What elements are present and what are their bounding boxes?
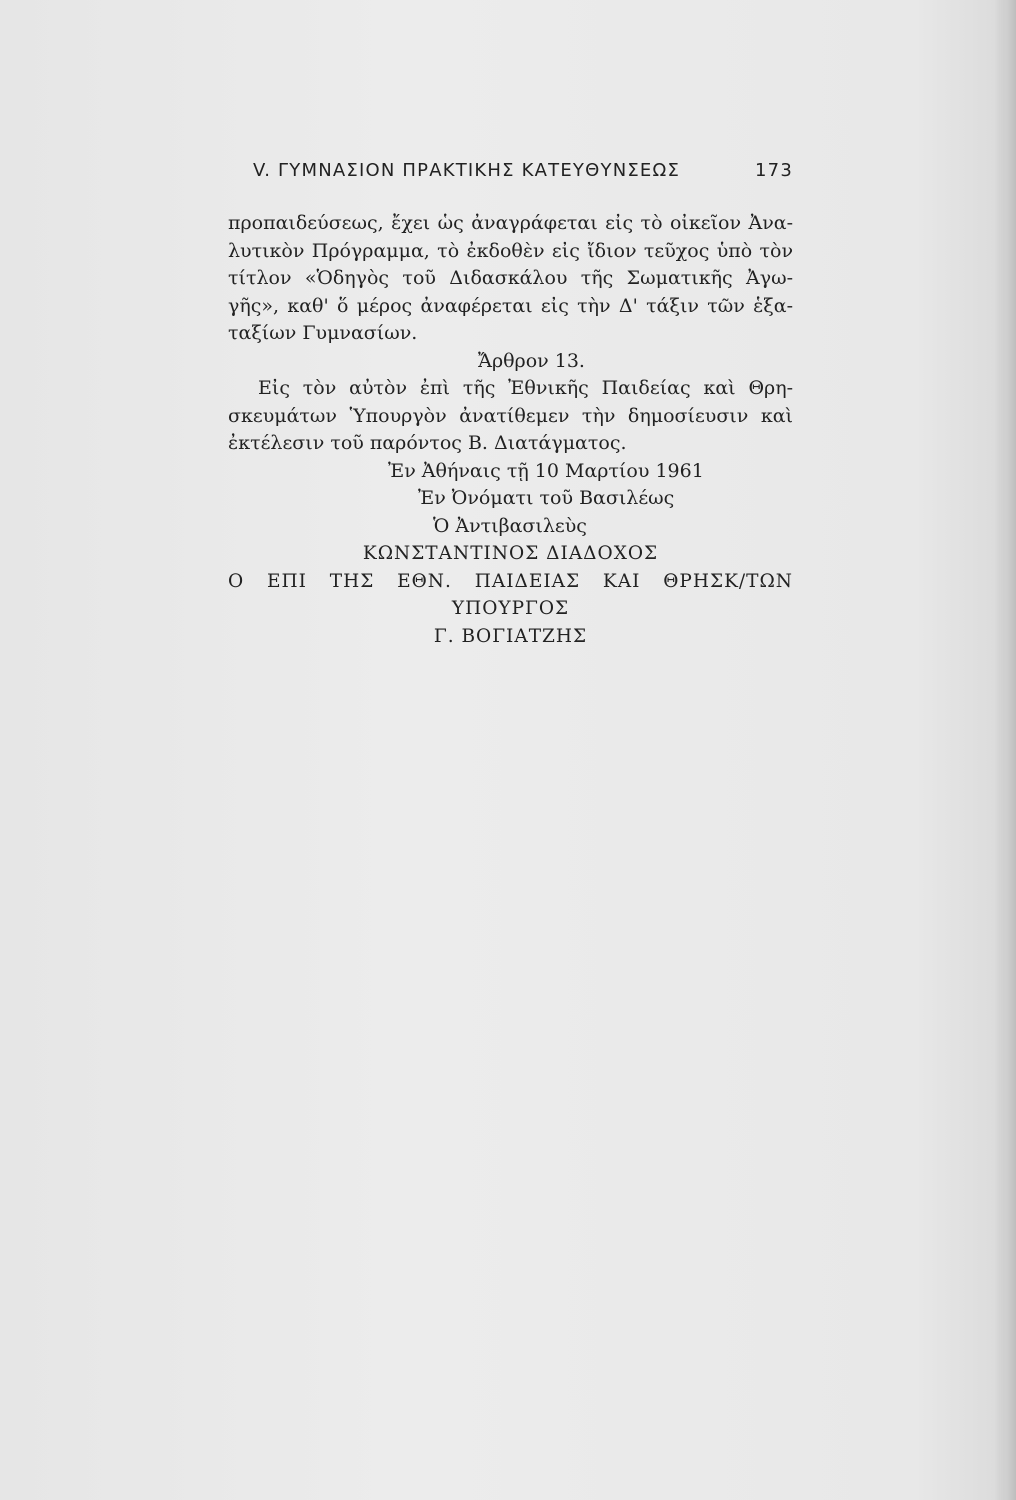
- regent-title: Ὁ Ἀντιβασιλεὺς: [433, 514, 587, 537]
- body-line: ἐκτέλεσιν τοῦ παρόντος Β. Διατάγματος.: [228, 432, 627, 454]
- regent-name: ΚΩΝΣΤΑΝΤΙΝΟΣ ΔΙΑΔΟΧΟΣ: [362, 543, 659, 564]
- minister-name: Γ. ΒΟΓΙΑΤΖΗΣ: [433, 625, 588, 647]
- page-edge-shadow: [994, 0, 1016, 1500]
- body-line: ταξίων Γυμνασίων.: [228, 322, 418, 344]
- body-line: γῆς», καθ' ὅ μέρος ἀναφέρεται εἰς τὴν Δ' τάξιν τῶν ἑξα-: [228, 294, 793, 317]
- page-number: 173: [755, 160, 793, 181]
- article-heading: Ἄρθρον 13.: [478, 349, 585, 372]
- date-line: Ἐν Ἀθήναις τῇ 10 Μαρτίου 1961: [388, 459, 704, 482]
- running-title: V. ΓΥΜΝΑΣΙΟΝ ΠΡΑΚΤΙΚΗΣ ΚΑΤΕΥΘΥΝΣΕΩΣ: [253, 160, 681, 181]
- body-line: Εἰς τὸν αὐτὸν ἐπὶ τῆς Ἐθνικῆς Παιδείας καὶ Θρη-: [258, 377, 793, 399]
- body-line: σκευμάτων Ὑπουργὸν ἀνατίθεμεν τὴν δημοσίευσιν καὶ: [228, 404, 793, 427]
- document-body: [228, 210, 793, 650]
- running-head: [253, 160, 793, 181]
- body-line: λυτικὸν Πρόγραμμα, τὸ ἐκδοθὲν εἰς ἴδιον τεῦχος ὑπὸ τὸν: [228, 239, 793, 262]
- in-name-line: Ἐν Ὀνόματι τοῦ Βασιλέως: [418, 487, 675, 509]
- minister-title: ΥΠΟΥΡΓΟΣ: [451, 598, 570, 619]
- body-line: τίτλον «Ὁδηγὸς τοῦ Διδασκάλου τῆς Σωματικῆς Ἀγω-: [228, 267, 793, 289]
- ministry-line: Ο ΕΠΙ ΤΗΣ ΕΘΝ. ΠΑΙΔΕΙΑΣ ΚΑΙ ΘΡΗΣΚ/ΤΩΝ: [228, 570, 793, 592]
- body-line: προπαιδεύσεως, ἔχει ὡς ἀναγράφεται εἰς τὸ οἰκεῖον Ἀνα-: [228, 212, 793, 234]
